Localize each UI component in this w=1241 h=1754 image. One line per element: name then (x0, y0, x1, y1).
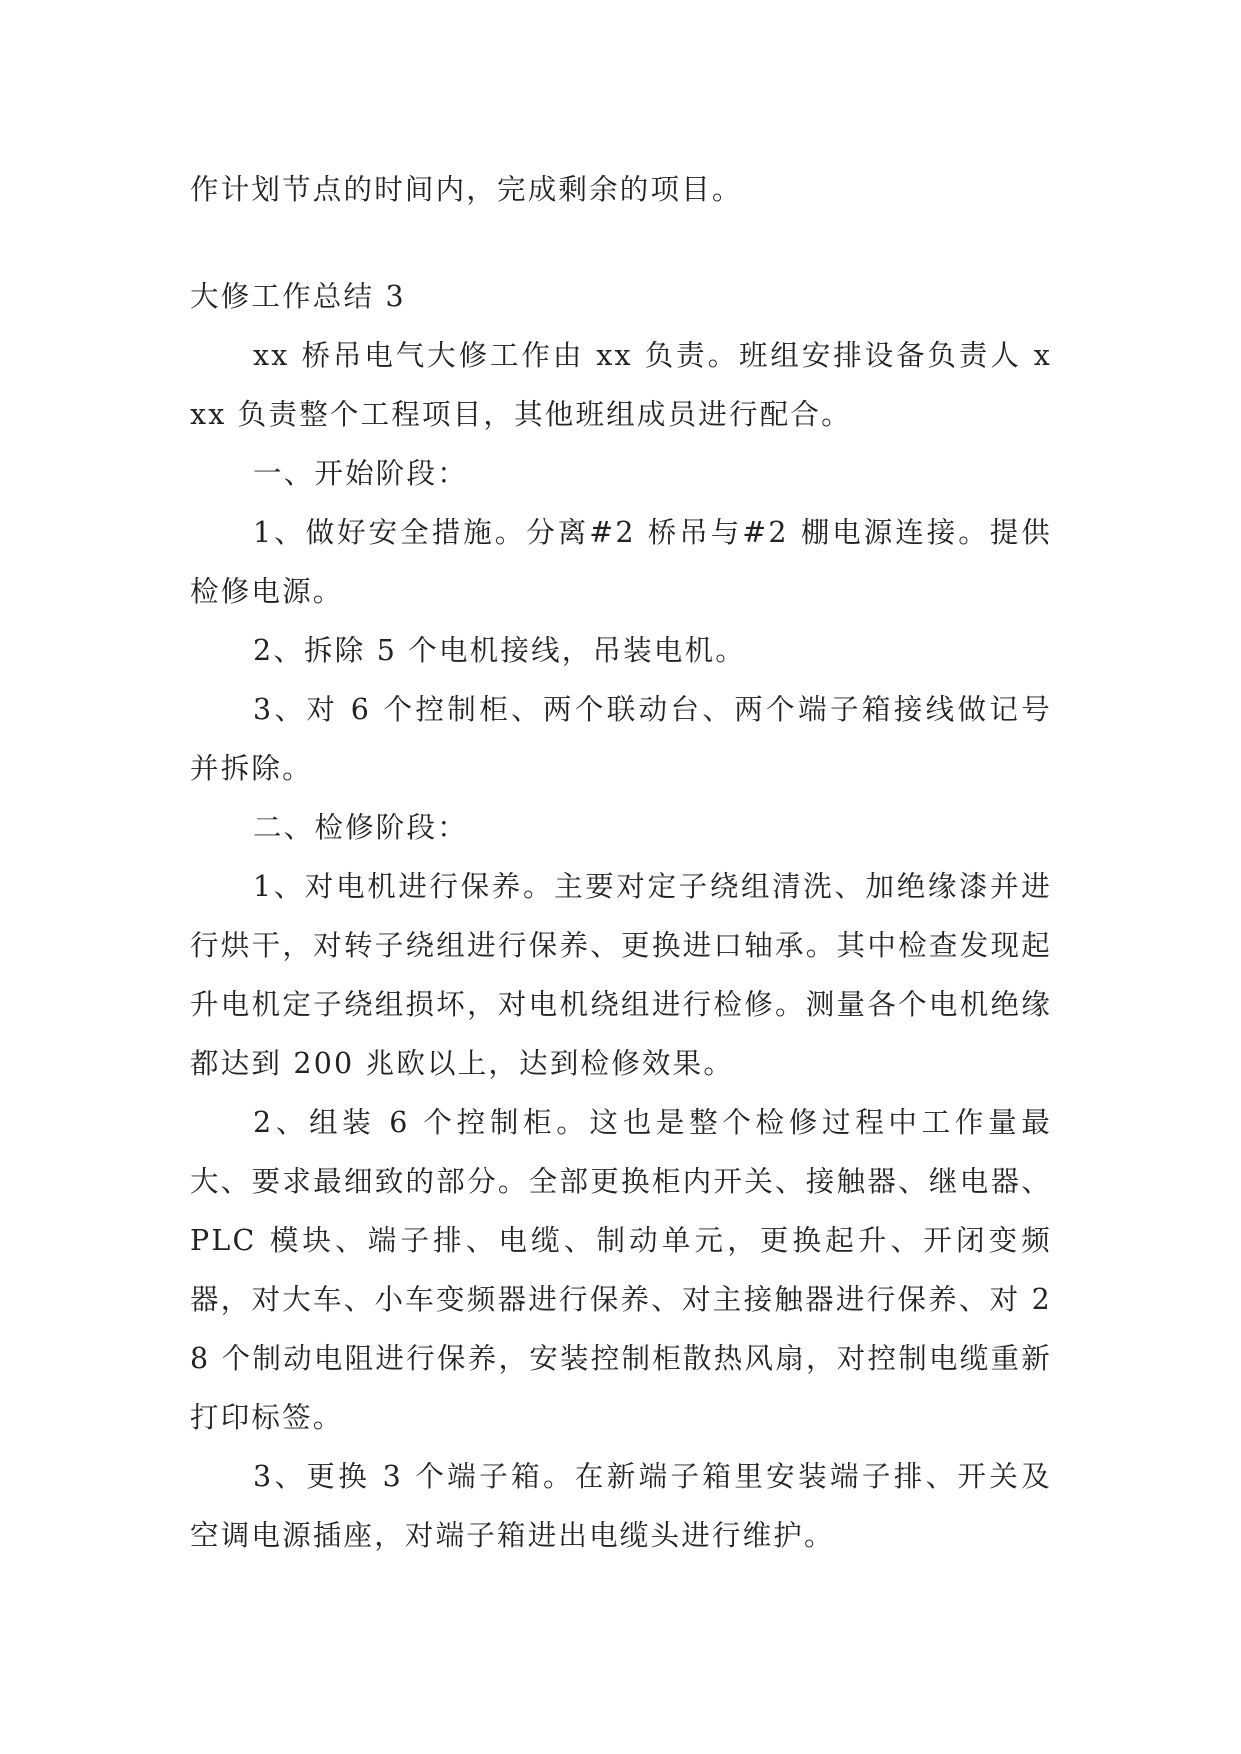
list-item-safety-measures: 1、做好安全措施。分离#2 桥吊与#2 棚电源连接。提供检修电源。 (190, 516, 1052, 608)
list-item-assemble-control-cabinets: 2、组装 6 个控制柜。这也是整个检修过程中工作量最大、要求最细致的部分。全部更换柜内开关、接触器、继电器、PLC 模块、端子排、电缆、制动单元，更换起升、开闭变频器，对大车、小车变频器进行保养、对主接触器进行保养、对 28 个制动电阻进行保养，安装控制柜散热风扇，对控制电缆重新打印标签。 (190, 1106, 1052, 1434)
paragraph-intro: xx 桥吊电气大修工作由 xx 负责。班组安排设备负责人 xxx 负责整个工程项目，其他班组成员进行配合。 (190, 339, 1052, 431)
paragraph-continuation: 作计划节点的时间内，完成剩余的项目。 (190, 173, 743, 206)
list-item-replace-terminal-boxes: 3、更换 3 个端子箱。在新端子箱里安装端子排、开关及空调电源插座，对端子箱进出电缆头进行维护。 (190, 1460, 1052, 1552)
list-item-motor-maintenance: 1、对电机进行保养。主要对定子绕组清洗、加绝缘漆并进行烘干，对转子绕组进行保养、更换进口轴承。其中检查发现起升电机定子绕组损坏，对电机绕组进行检修。测量各个电机绝缘都达到 200 兆欧以上，达到检修效果。 (190, 870, 1052, 1080)
heading-maintenance-phase: 二、检修阶段： (253, 811, 468, 844)
heading-start-phase: 一、开始阶段： (253, 457, 468, 490)
list-item-remove-motor-wiring: 2、拆除 5 个电机接线，吊装电机。 (253, 634, 746, 667)
document-page (190, 160, 1052, 1565)
list-item-mark-and-remove: 3、对 6 个控制柜、两个联动台、两个端子箱接线做记号并拆除。 (190, 693, 1052, 785)
section-title: 大修工作总结 3 (190, 280, 406, 313)
